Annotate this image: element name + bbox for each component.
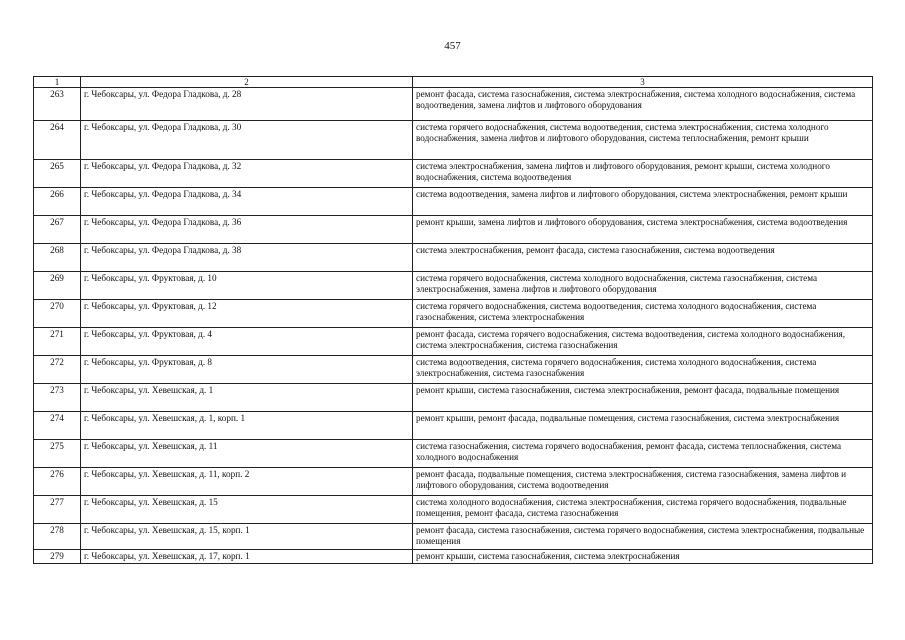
- row-number-cell: 277: [34, 496, 81, 524]
- row-number-cell: 265: [34, 160, 81, 188]
- address-cell: г. Чебоксары, ул. Хевешская, д. 1: [81, 384, 413, 412]
- address-cell: г. Чебоксары, ул. Федора Гладкова, д. 38: [81, 244, 413, 272]
- table-row: [34, 524, 873, 550]
- works-cell: система горячего водоснабжения, система холодного водоснабжения, система газоснабжения, система электроснабжения, замена лифтов и лифтового оборудования: [413, 272, 873, 300]
- row-number-cell: 267: [34, 216, 81, 244]
- column-number-row: [34, 77, 873, 88]
- table-row: [34, 160, 873, 188]
- row-number-cell: 270: [34, 300, 81, 328]
- works-cell: система электроснабжения, замена лифтов и лифтового оборудования, ремонт крыши, система холодного водоснабжения, система водоотведения: [413, 160, 873, 188]
- address-cell: г. Чебоксары, ул. Фруктовая, д. 10: [81, 272, 413, 300]
- row-number-cell: 276: [34, 468, 81, 496]
- address-cell: г. Чебоксары, ул. Федора Гладкова, д. 30: [81, 121, 413, 160]
- works-cell: система газоснабжения, система горячего водоснабжения, ремонт фасада, система теплоснабжения, система холодного водоснабжения: [413, 440, 873, 468]
- row-number-cell: 271: [34, 328, 81, 356]
- row-number-cell: 272: [34, 356, 81, 384]
- works-cell: система водоотведения, система горячего водоснабжения, система холодного водоснабжения, система электроснабжения, система газоснабжения: [413, 356, 873, 384]
- row-number-cell: 279: [34, 550, 81, 564]
- row-number-cell: 263: [34, 88, 81, 121]
- works-cell: ремонт фасада, система горячего водоснабжения, система водоотведения, система холодного водоснабжения, система электроснабжения, система газоснабжения: [413, 328, 873, 356]
- address-cell: г. Чебоксары, ул. Фруктовая, д. 8: [81, 356, 413, 384]
- table-row: [34, 216, 873, 244]
- row-number-cell: 273: [34, 384, 81, 412]
- table-row: [34, 496, 873, 524]
- works-cell: система холодного водоснабжения, система электроснабжения, система горячего водоснабжения, подвальные помещения, ремонт фасада, система газоснабжения: [413, 496, 873, 524]
- works-cell: ремонт крыши, система газоснабжения, система электроснабжения: [413, 550, 873, 564]
- table-row: [34, 328, 873, 356]
- table-row: [34, 272, 873, 300]
- table-row: [34, 244, 873, 272]
- row-number-cell: 268: [34, 244, 81, 272]
- table-row: [34, 188, 873, 216]
- works-cell: ремонт фасада, система газоснабжения, система электроснабжения, система холодного водоснабжения, система водоотведения, замена лифтов и лифтового оборудования: [413, 88, 873, 121]
- table-row: [34, 440, 873, 468]
- column-number-header: 1: [34, 77, 81, 88]
- row-number-cell: 274: [34, 412, 81, 440]
- address-cell: г. Чебоксары, ул. Фруктовая, д. 4: [81, 328, 413, 356]
- address-cell: г. Чебоксары, ул. Хевешская, д. 11, корп. 2: [81, 468, 413, 496]
- row-number-cell: 266: [34, 188, 81, 216]
- table-row: [34, 550, 873, 564]
- table-row: [34, 412, 873, 440]
- works-cell: ремонт крыши, замена лифтов и лифтового оборудования, система электроснабжения, система водоотведения: [413, 216, 873, 244]
- works-cell: система горячего водоснабжения, система водоотведения, система электроснабжения, система холодного водоснабжения, замена лифтов и лифтового оборудования, система теплоснабжения, ремонт крыши: [413, 121, 873, 160]
- table-row: [34, 384, 873, 412]
- works-cell: система горячего водоснабжения, система водоотведения, система холодного водоснабжения, система газоснабжения, система электроснабжения: [413, 300, 873, 328]
- page-number: 457: [444, 40, 461, 52]
- works-cell: ремонт фасада, подвальные помещения, система электроснабжения, система газоснабжения, замена лифтов и лифтового оборудования, система водоотведения: [413, 468, 873, 496]
- address-cell: г. Чебоксары, ул. Фруктовая, д. 12: [81, 300, 413, 328]
- table-row: [34, 121, 873, 160]
- address-cell: г. Чебоксары, ул. Хевешская, д. 11: [81, 440, 413, 468]
- address-cell: г. Чебоксары, ул. Хевешская, д. 15: [81, 496, 413, 524]
- address-cell: г. Чебоксары, ул. Хевешская, д. 17, корп. 1: [81, 550, 413, 564]
- table-row: [34, 356, 873, 384]
- column-number-header: 3: [413, 77, 873, 88]
- address-cell: г. Чебоксары, ул. Хевешская, д. 1, корп. 1: [81, 412, 413, 440]
- works-cell: система электроснабжения, ремонт фасада, система газоснабжения, система водоотведения: [413, 244, 873, 272]
- address-cell: г. Чебоксары, ул. Хевешская, д. 15, корп. 1: [81, 524, 413, 550]
- works-cell: система водоотведения, замена лифтов и лифтового оборудования, система электроснабжения, ремонт крыши: [413, 188, 873, 216]
- address-cell: г. Чебоксары, ул. Федора Гладкова, д. 32: [81, 160, 413, 188]
- works-register-table: [33, 76, 873, 564]
- works-cell: ремонт фасада, система газоснабжения, система горячего водоснабжения, система электроснабжения, подвальные помещения: [413, 524, 873, 550]
- row-number-cell: 269: [34, 272, 81, 300]
- address-cell: г. Чебоксары, ул. Федора Гладкова, д. 36: [81, 216, 413, 244]
- table-row: [34, 468, 873, 496]
- row-number-cell: 278: [34, 524, 81, 550]
- row-number-cell: 264: [34, 121, 81, 160]
- address-cell: г. Чебоксары, ул. Федора Гладкова, д. 28: [81, 88, 413, 121]
- works-cell: ремонт крыши, система газоснабжения, система электроснабжения, ремонт фасада, подвальные помещения: [413, 384, 873, 412]
- column-number-header: 2: [81, 77, 413, 88]
- row-number-cell: 275: [34, 440, 81, 468]
- table-row: [34, 300, 873, 328]
- works-cell: ремонт крыши, ремонт фасада, подвальные помещения, система газоснабжения, система электроснабжения: [413, 412, 873, 440]
- table-row: [34, 88, 873, 121]
- address-cell: г. Чебоксары, ул. Федора Гладкова, д. 34: [81, 188, 413, 216]
